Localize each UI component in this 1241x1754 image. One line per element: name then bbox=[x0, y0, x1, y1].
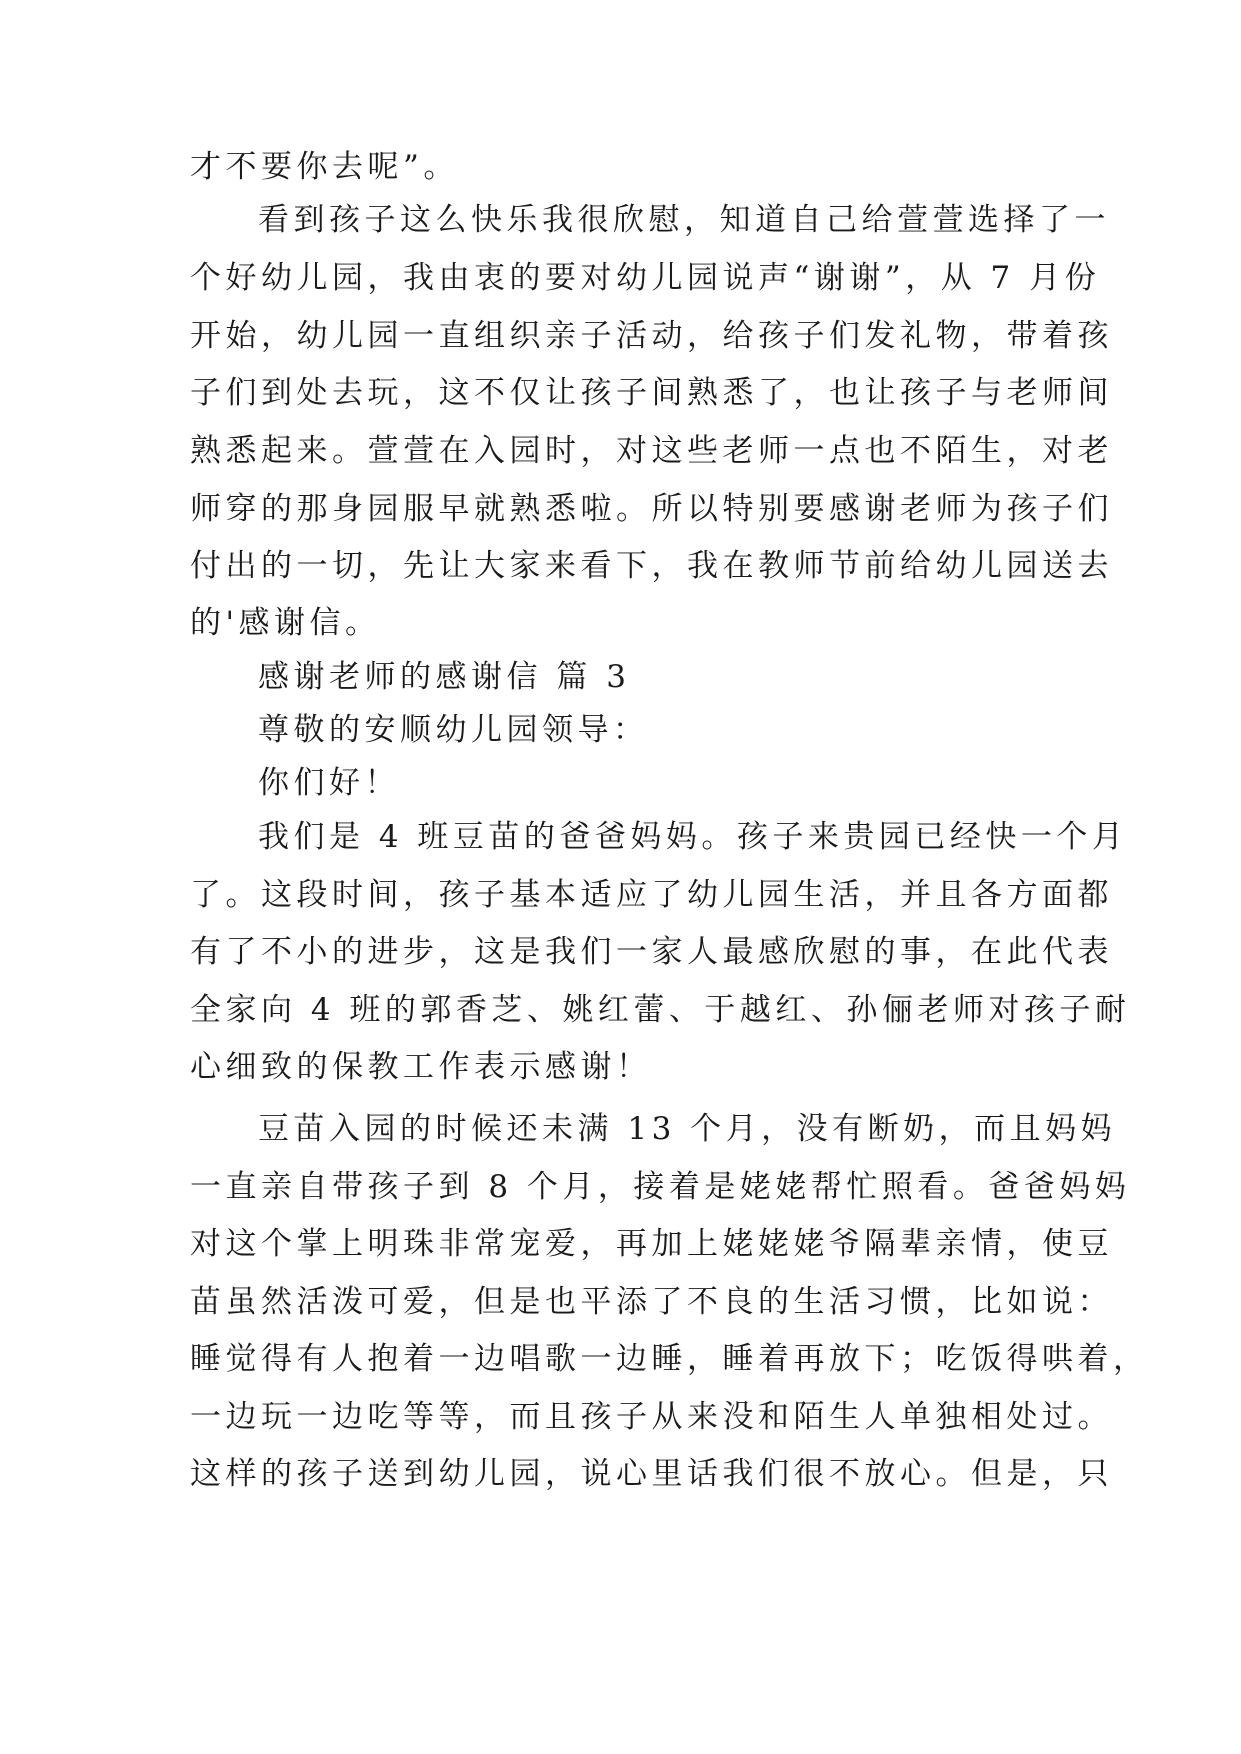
text-line: 一边玩一边吃等等，而且孩子从来没和陌生人单独相处过。 bbox=[190, 1399, 1113, 1435]
greeting: 你们好！ bbox=[258, 765, 400, 801]
text-line: 看到孩子这么快乐我很欣慰，知道自己给萱萱选择了一 bbox=[258, 202, 1110, 238]
text-line: 我们是 4 班豆苗的爸爸妈妈。孩子来贵园已经快一个月 bbox=[258, 819, 1128, 855]
text-line: 这样的孩子送到幼儿园，说心里话我们很不放心。但是，只 bbox=[190, 1456, 1113, 1492]
text-line: 睡觉得有人抱着一边唱歌一边睡，睡着再放下；吃饭得哄着， bbox=[190, 1341, 1149, 1377]
text-line: 子们到处去玩，这不仅让孩子间熟悉了，也让孩子与老师间 bbox=[190, 375, 1113, 411]
section-heading: 感谢老师的感谢信 篇 3 bbox=[258, 659, 631, 695]
text-line: 有了不小的进步，这是我们一家人最感欣慰的事，在此代表 bbox=[190, 934, 1113, 970]
text-line: 开始，幼儿园一直组织亲子活动，给孩子们发礼物，带着孩 bbox=[190, 318, 1113, 354]
text-line: 苗虽然活泼可爱，但是也平添了不良的生活习惯，比如说： bbox=[190, 1284, 1113, 1320]
text-line: 心细致的保教工作表示感谢！ bbox=[190, 1049, 652, 1085]
text-line: 全家向 4 班的郭香芝、姚红蕾、于越红、孙俪老师对孩子耐 bbox=[190, 992, 1131, 1028]
text-line: 师穿的那身园服早就熟悉啦。所以特别要感谢老师为孩子们 bbox=[190, 491, 1113, 527]
text-line: 个好幼儿园，我由衷的要对幼儿园说声“谢谢”，从 7 月份 bbox=[190, 260, 1101, 296]
text-line: 一直亲自带孩子到 8 个月，接着是姥姥帮忙照看。爸爸妈妈 bbox=[190, 1169, 1131, 1205]
text-line: 付出的一切，先让大家来看下，我在教师节前给幼儿园送去 bbox=[190, 548, 1113, 584]
text-line: 了。这段时间，孩子基本适应了幼儿园生活，并且各方面都 bbox=[190, 877, 1113, 913]
text-line: 熟悉起来。萱萱在入园时，对这些老师一点也不陌生，对老 bbox=[190, 433, 1113, 469]
salutation: 尊敬的安顺幼儿园领导： bbox=[258, 712, 649, 748]
text-line: 豆苗入园的时候还未满 13 个月，没有断奶，而且妈妈 bbox=[258, 1111, 1117, 1147]
text-line: 对这个掌上明珠非常宠爱，再加上姥姥姥爷隔辈亲情，使豆 bbox=[190, 1226, 1113, 1262]
text-line: 的'感谢信。 bbox=[190, 605, 381, 641]
text-line: 才不要你去呢”。 bbox=[190, 149, 459, 185]
